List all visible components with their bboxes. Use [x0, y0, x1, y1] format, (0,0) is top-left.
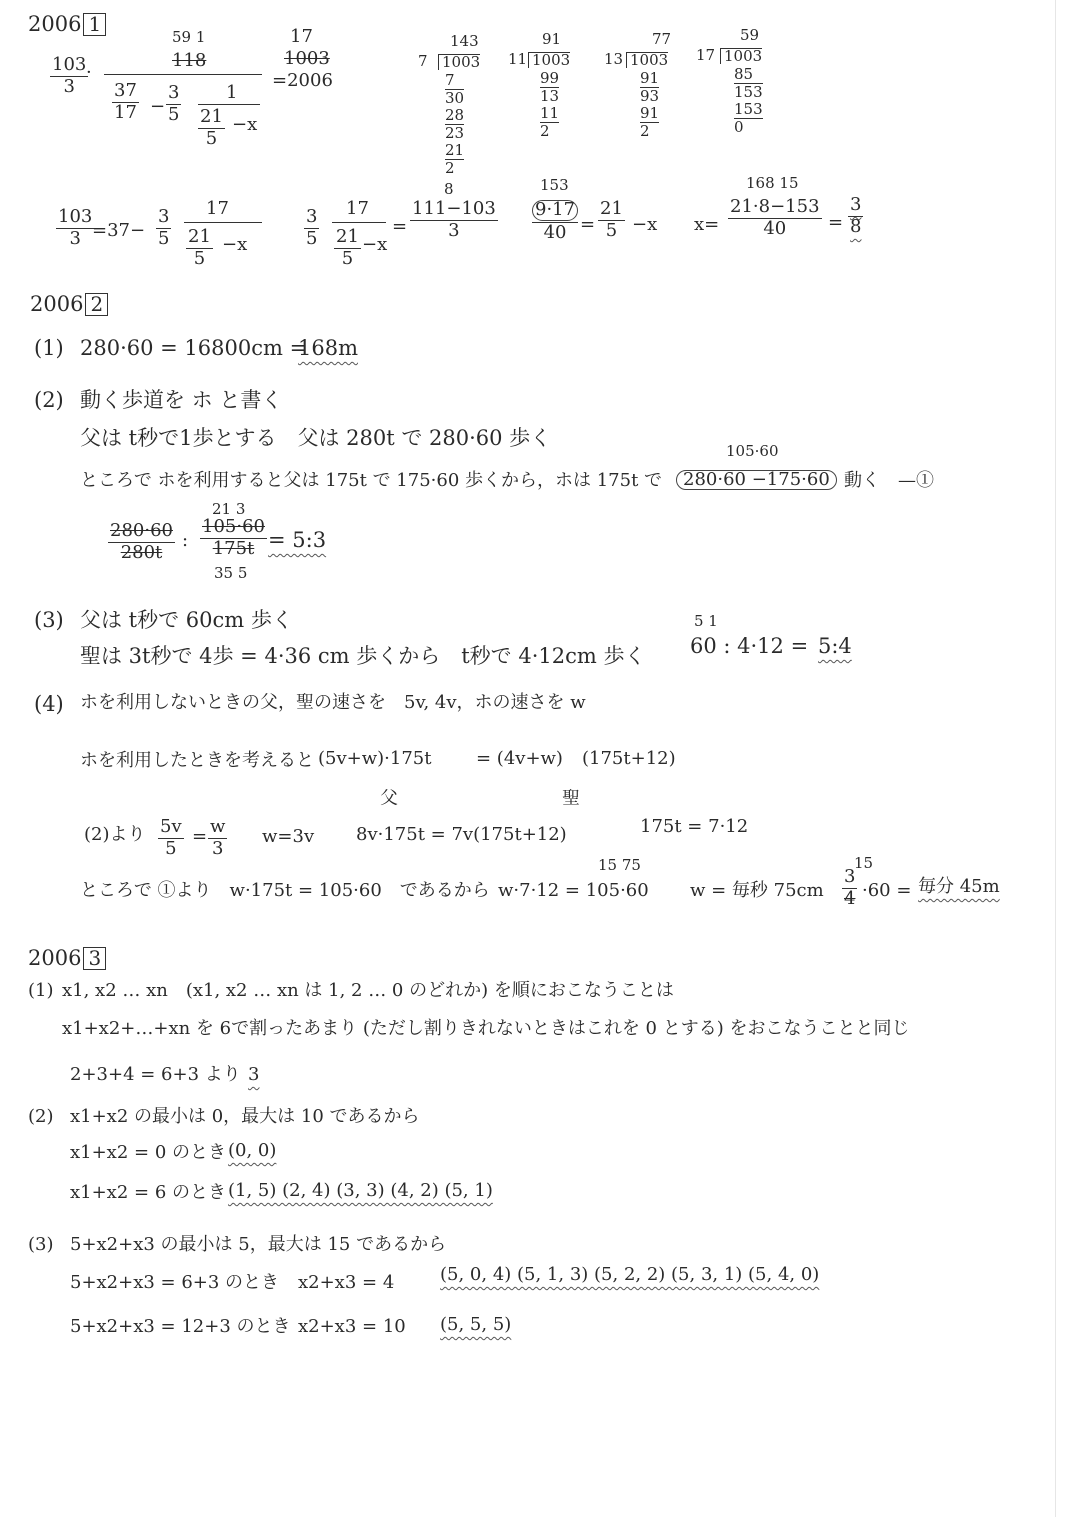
q2-2-line1: 動く歩道を ホ と書く	[80, 388, 283, 412]
q3-1-line3: 2+3+4 = 6+3 より	[70, 1064, 241, 1085]
d2-num: 3	[168, 82, 180, 103]
q2-2-line3b: 動く —①	[844, 470, 934, 491]
q3-1-line1: x1, x2 … xn (x1, x2 … xn は 1, 2 … 0 のどれか) を順におこなうことは	[62, 980, 674, 1001]
r2b-g-inner	[334, 228, 361, 269]
r2a-f-den: 5	[158, 227, 170, 249]
main-fraction-bar	[104, 74, 262, 75]
q2-4-f2	[208, 818, 227, 859]
div17-dividend: 1003	[720, 48, 762, 64]
r2d-top: 168 15	[746, 174, 799, 192]
division-step: 0	[734, 118, 744, 136]
r2d-den: 40	[763, 217, 787, 239]
division-step: 99	[540, 69, 560, 87]
div7-quotient: 143	[450, 32, 479, 50]
r2b-g-bar	[332, 222, 386, 223]
div13-steps	[640, 70, 659, 140]
q2-4-f1-num: 5v	[160, 816, 182, 837]
r2c-g-den: 5	[605, 219, 618, 241]
q2-4-line3d: 175t = 7·12	[640, 816, 749, 837]
div11-quotient: 91	[542, 30, 562, 48]
r2c-g-num: 21	[600, 198, 623, 219]
q3-1-label: (1)	[28, 980, 54, 1001]
q2-4-f1	[158, 818, 184, 859]
q2-3-line1: 父は t秒で 60cm 歩く	[80, 608, 293, 632]
problem-1-number: 1	[83, 13, 106, 36]
problem-2-year: 2006	[30, 292, 84, 316]
q2-4-f1-den: 5	[165, 837, 177, 859]
q3-1-line2: x1+x2+…+xn を 6で割ったあまり (ただし割りきれないときはこれを 0 とする) をおこなうことと同じ	[62, 1018, 910, 1039]
q3-3-line1: 5+x2+x3 の最小は 5，最大は 15 であるから	[70, 1234, 447, 1255]
div7-steps	[445, 72, 464, 177]
problem-3-number: 3	[83, 947, 106, 970]
rhs-top: 17	[290, 26, 313, 47]
main-d1	[112, 82, 139, 123]
r2b-g-iden: 5	[341, 247, 354, 269]
r2a-g-inner	[186, 228, 213, 269]
r2a-g-inum: 21	[188, 226, 211, 247]
q2-f2-num: 105·60	[202, 516, 265, 537]
rhs-eq: =2006	[272, 70, 333, 91]
r2a-den: 3	[69, 227, 81, 249]
r2a-eq: =37−	[92, 220, 146, 241]
q2-4-line4c: w = 毎秒 75cm	[690, 880, 824, 901]
d3-inner	[198, 108, 225, 149]
r2c-g	[598, 200, 625, 241]
q2-4-f2-den: 3	[211, 837, 224, 859]
division-step: 2	[540, 122, 550, 140]
r2c-den: 40	[543, 221, 567, 243]
d2-den: 5	[168, 103, 180, 125]
r2c-num: 9·17	[532, 200, 578, 221]
div17-steps	[734, 66, 763, 136]
div17-divisor: 17	[696, 46, 716, 64]
division-step: 2	[640, 122, 650, 140]
d3-bar	[198, 104, 260, 105]
q3-2-line3: x1+x2 = 6 のとき	[70, 1182, 226, 1203]
r2b-r-num: 111−103	[412, 198, 496, 219]
r2a-g-num: 17	[206, 198, 229, 219]
q2-2-f1	[108, 522, 175, 563]
r2d-x: x=	[694, 214, 720, 235]
q3-3-line2a: 5+x2+x3 = 6+3 のとき	[70, 1272, 280, 1293]
div7-dividend: 1003	[438, 54, 480, 70]
main-dot: ·	[86, 62, 92, 83]
r2a-lhs	[56, 208, 94, 249]
q2-2-label: (2)	[34, 388, 64, 412]
q2-2-colon: :	[182, 530, 189, 551]
q3-2-answer-1: (0, 0)	[228, 1140, 277, 1161]
problem-1-answer	[848, 196, 863, 237]
q3-2-line2: x1+x2 = 0 のとき	[70, 1142, 226, 1163]
division-step: 2	[445, 159, 455, 177]
r2b-g-inum: 21	[336, 226, 359, 247]
main-numerator: 118	[172, 50, 207, 71]
q2-4-l4-num: 3	[844, 866, 856, 887]
q2-2-line2: 父は t秒で1歩とする 父は 280t で 280·60 歩く	[80, 426, 552, 450]
problem-3-year: 2006	[28, 946, 82, 970]
r2b-f	[304, 208, 319, 249]
q2-4-f-eq: =	[192, 826, 208, 847]
q3-2-answer-2: (1, 5) (2, 4) (3, 3) (4, 2) (5, 1)	[228, 1180, 493, 1201]
r2b-f-den: 5	[306, 227, 318, 249]
main-lhs-den: 3	[63, 75, 75, 97]
q3-2-label: (2)	[28, 1106, 54, 1127]
q2-4-line3b: w=3v	[262, 826, 315, 847]
q2-2-line3-circled: 280·60 −175·60	[676, 470, 837, 490]
q2-4-label: (4)	[34, 692, 64, 716]
q2-4-answer: 毎分 45m	[918, 876, 1000, 897]
main-d2	[166, 84, 181, 125]
d1-den: 17	[114, 101, 137, 123]
q2-4-eq3: (175t+12)	[582, 748, 676, 769]
main-lhs-fraction	[50, 56, 88, 97]
q2-4-l4-den: 4	[844, 887, 856, 909]
r2a-f-num: 3	[158, 206, 170, 227]
q2-4-line3c: 8v·175t = 7v(175t+12)	[356, 824, 567, 845]
div11-dividend: 1003	[528, 52, 570, 68]
r2b-f-num: 3	[306, 206, 318, 227]
q2-2-f2-top: 21 3	[212, 500, 246, 518]
q2-3-ratio: 60 : 4·12 =	[690, 634, 809, 658]
r2a-g-iden: 5	[193, 247, 206, 269]
q2-3-ratio-top: 5 1	[694, 612, 718, 630]
r2c-eq: =	[580, 214, 596, 235]
q2-1-text: 280·60 = 16800cm =	[80, 336, 308, 360]
q2-4-under-sei: 聖	[562, 788, 580, 809]
division-step: 91	[640, 104, 660, 122]
q3-3-label: (3)	[28, 1234, 54, 1255]
ans-num: 3	[850, 194, 862, 215]
division-step: 30	[445, 89, 465, 107]
r2c-g-x: −x	[632, 214, 658, 235]
d3-inner-den: 5	[205, 127, 218, 149]
q2-3-line2: 聖は 3t秒で 4歩 = 4·36 cm 歩くから t秒で 4·12cm 歩く	[80, 644, 646, 668]
div11-steps	[540, 70, 559, 140]
q2-2-f2	[200, 518, 267, 559]
d1-num: 37	[114, 80, 137, 101]
q2-1-label: (1)	[34, 336, 64, 360]
division-step: 91	[640, 69, 660, 87]
division-step: 7	[445, 72, 464, 90]
q2-f1-den: 280t	[120, 541, 163, 563]
problem-2-header	[30, 292, 108, 316]
r2b-r-top: 8	[444, 180, 454, 198]
q2-f1-num: 280·60	[110, 520, 173, 541]
div17-quotient: 59	[740, 26, 760, 44]
r2d-num: 21·8−153	[730, 196, 820, 217]
div13-dividend: 1003	[626, 52, 668, 68]
division-step: 153	[734, 100, 763, 118]
q2-2-line3a: ところで ホを利用すると父は 175t で 175·60 歩くから，ホは 175t で	[80, 470, 663, 491]
q3-3-line3a: 5+x2+x3 = 12+3 のとき	[70, 1316, 291, 1337]
q2-2-note: 105·60	[726, 442, 779, 460]
r2d-eq: =	[828, 212, 844, 233]
problem-2-number: 2	[85, 293, 108, 316]
q3-3-line3b: x2+x3 = 10	[298, 1316, 406, 1337]
q2-3-label: (3)	[34, 608, 64, 632]
q2-4-line4-f-top: 15	[854, 854, 874, 872]
division-step: 28	[445, 106, 465, 124]
q2-2-f2-bot: 35 5	[214, 564, 248, 582]
r2b-g-x: −x	[362, 234, 388, 255]
scan-edge-line	[1055, 0, 1056, 1517]
q3-1-answer: 3	[248, 1064, 260, 1085]
division-step: 93	[640, 87, 660, 105]
q2-4-line3a: (2)より	[84, 824, 146, 845]
ans-den: 8	[850, 215, 862, 237]
division-step: 11	[540, 104, 560, 122]
division-step: 153	[734, 83, 763, 101]
division-step: 85	[734, 66, 763, 84]
q3-2-line1: x1+x2 の最小は 0，最大は 10 であるから	[70, 1106, 420, 1127]
q2-4-line4-f	[842, 868, 857, 909]
q3-3-answer-1: (5, 0, 4) (5, 1, 3) (5, 2, 2) (5, 3, 1) (5, 4, 0)	[440, 1264, 820, 1285]
division-step: 21	[445, 141, 465, 159]
div11-divisor: 11	[508, 50, 528, 68]
q3-3-line2b: x2+x3 = 4	[298, 1272, 395, 1293]
q2-4-line4d: ·60 =	[862, 880, 912, 901]
q3-3-answer-2: (5, 5, 5)	[440, 1314, 512, 1335]
div13-quotient: 77	[652, 30, 672, 48]
r2b-r	[410, 200, 498, 241]
q2-4-under-father: 父	[380, 788, 398, 809]
q2-1-answer: 168m	[298, 336, 358, 360]
q2-4-line4-top: 15 75	[598, 856, 641, 874]
div13-divisor: 13	[604, 50, 624, 68]
q2-4-line2a: ホを利用したときを考えると	[80, 750, 314, 771]
d3-x: −x	[232, 114, 258, 135]
problem-3-header	[28, 946, 106, 970]
d3-inner-num: 21	[200, 106, 223, 127]
q2-4-eq2: = (4v+w)	[476, 748, 563, 769]
r2b-g-num: 17	[346, 198, 369, 219]
q2-4-line4b: w·7·12 = 105·60	[498, 880, 649, 901]
problem-1-year: 2006	[28, 12, 82, 36]
q2-f2-den: 175t	[212, 537, 255, 559]
r2c-f	[532, 200, 578, 243]
r2a-g-bar	[184, 222, 262, 223]
d3-num: 1	[226, 82, 238, 103]
r2b-r-den: 3	[448, 219, 460, 241]
q2-4-line4a: ところで ①より w·175t = 105·60 であるから	[80, 880, 490, 901]
q2-4-line1: ホを利用しないときの父，聖の速さを 5v, 4v，ホの速さを w	[80, 692, 586, 713]
main-num-top: 59 1	[172, 28, 206, 46]
q2-2-answer: = 5:3	[268, 528, 327, 552]
r2a-num: 103	[58, 206, 93, 227]
problem-1-header	[28, 12, 106, 36]
main-lhs-num: 103	[52, 54, 87, 75]
r2b-eq: =	[392, 216, 408, 237]
r2c-top: 153	[540, 176, 569, 194]
q2-4-f2-num: w	[210, 816, 226, 837]
div7-divisor: 7	[418, 52, 428, 70]
r2a-f	[156, 208, 171, 249]
division-step: 23	[445, 124, 465, 142]
r2a-g-x: −x	[222, 234, 248, 255]
q2-3-answer: 5:4	[818, 634, 852, 658]
q2-4-eq1: (5v+w)·175t	[318, 748, 432, 769]
division-step: 13	[540, 87, 560, 105]
rhs-mid: 1003	[284, 48, 330, 69]
r2d-f	[728, 198, 822, 239]
main-minus: −	[150, 96, 166, 117]
